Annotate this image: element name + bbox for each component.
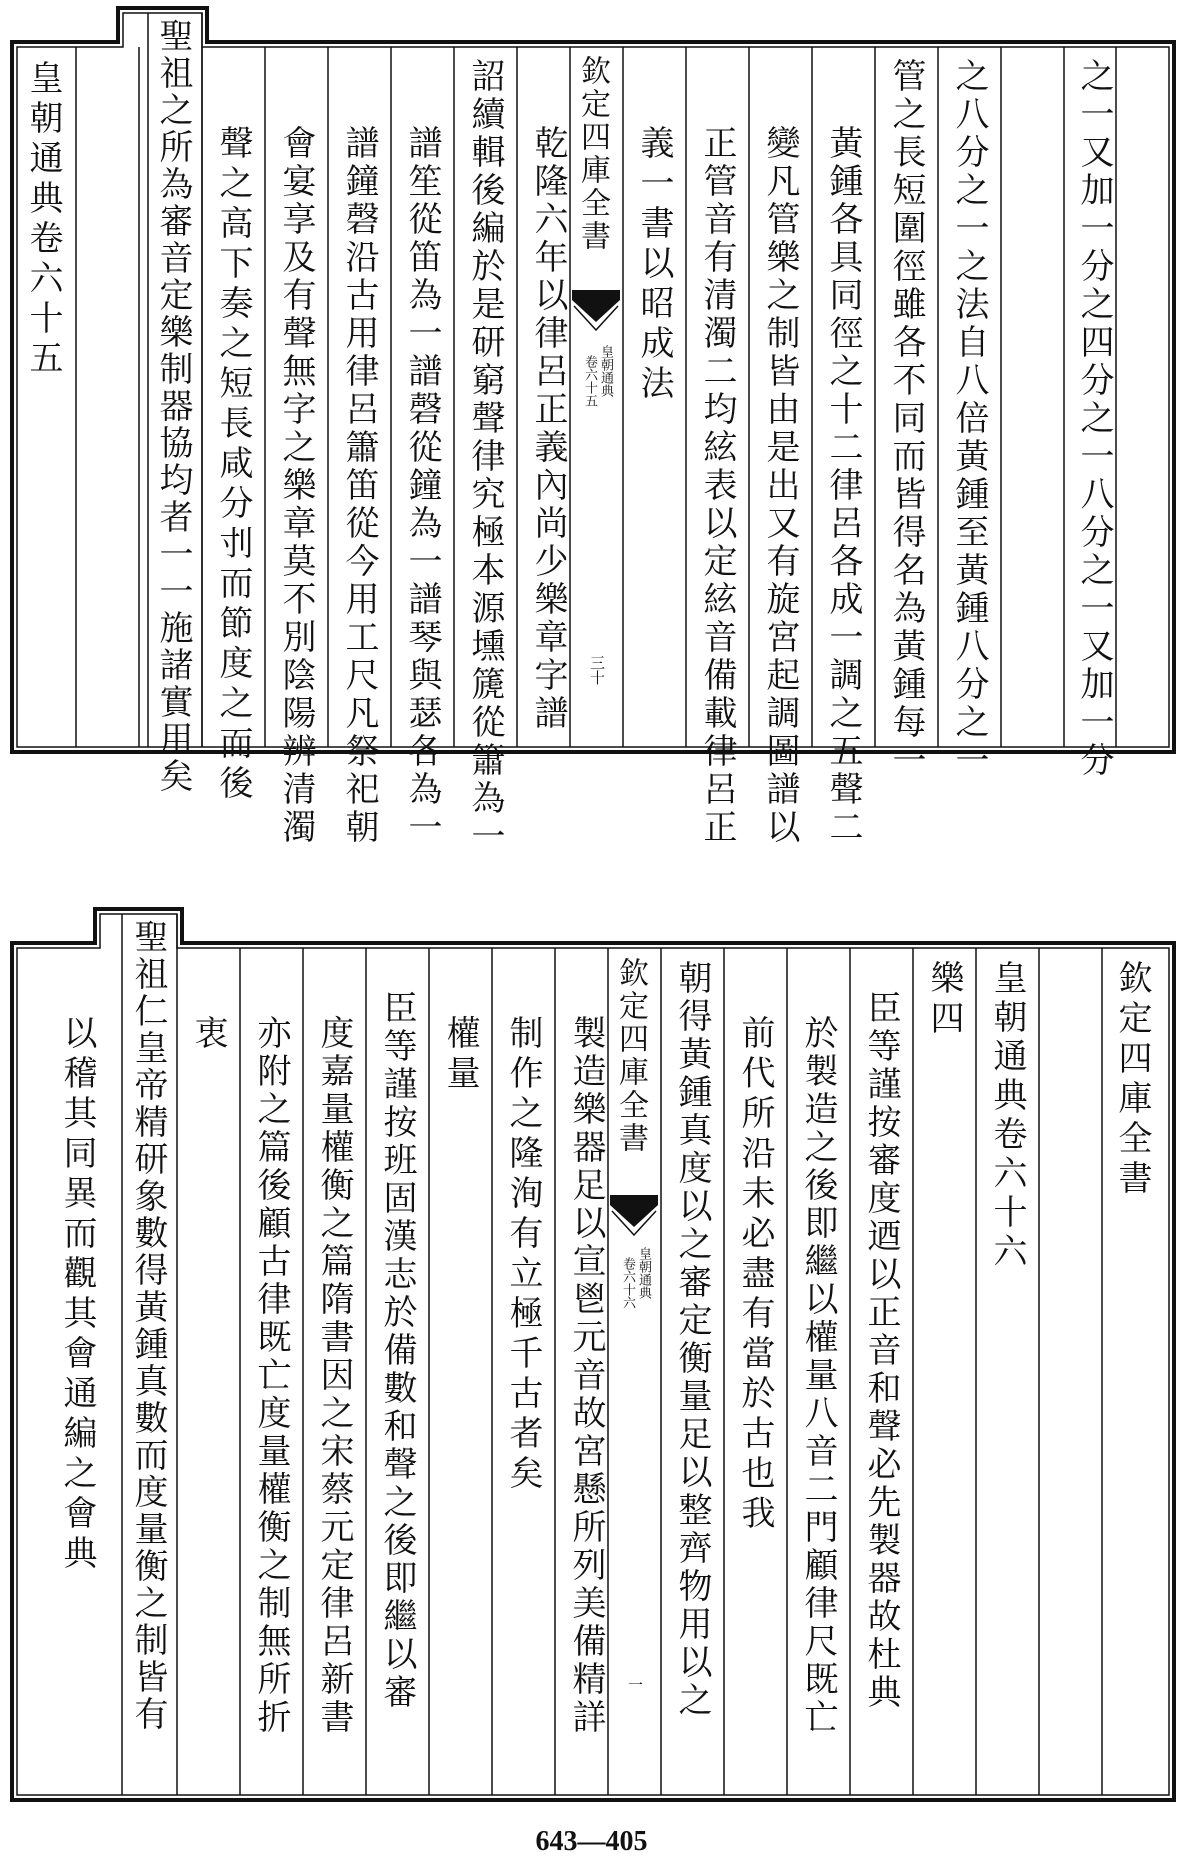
bottom-col-12: 臣等謹按審度迺以正音和聲必先製器故杜典 [861, 990, 901, 1712]
top-col-6: 乾隆六年以律呂正義內尚少樂章字譜 [528, 125, 568, 733]
bottom-col-9: 朝得黃鍾真度以之審定衡量足以整齊物用以之 [672, 960, 712, 1720]
top-col-12: 之八分之一之法自八倍黃鍾至黃鍾八分之一 [949, 58, 989, 780]
top-tab-column: 聖祖之所為審音定樂制器協均者一一施諸實用矣 [153, 18, 193, 795]
top-col-5: 詔續輯後編於是研窮聲律究極本源壎篪從簫為一 [465, 58, 505, 856]
top-center-page-no: 三十 [588, 655, 606, 685]
bottom-col-5: 臣等謹按班固漢志於備數和聲之後即繼以審 [377, 990, 417, 1712]
bottom-center-subtitle-2: 卷六十六 [620, 1257, 635, 1309]
bottom-col-3: 亦附之篇後顧古律既亡度量權衡之制無所折 [251, 1015, 291, 1737]
bottom-col-11: 於製造之後即繼以權量八音二門顧律尺既亡 [798, 1015, 838, 1737]
bottom-col-4: 度嘉量權衡之篇隋書因之宋蔡元定律呂新書 [314, 1015, 354, 1737]
bottom-col-1: 以稽其同異而觀其會通編之會典 [57, 1015, 97, 1575]
top-col-11: 管之長短圍徑雖各不同而皆得名為黃鍾每一 [886, 58, 926, 780]
bottom-col-13: 樂四 [924, 960, 964, 1040]
top-col-13: 之一又加一分之四分之一八分之一又加一分 [1074, 58, 1114, 780]
top-center-column [573, 55, 623, 745]
bottom-center-page-no: 一 [626, 1677, 644, 1692]
top-col-9: 變凡管樂之制皆由是出又有旋宮起調圖譜以 [760, 125, 800, 847]
bottom-center-subtitle-1: 皇朝通典 [636, 1247, 651, 1299]
top-title-column: 皇朝通典卷六十五 [23, 60, 63, 380]
bottom-tab-column: 聖祖仁皇帝精研象數得黃鍾真數而度量衡之制皆有 [128, 919, 168, 1733]
bottom-col-6: 權量 [440, 1015, 480, 1095]
top-center-subtitle-1: 皇朝通典 [598, 345, 613, 397]
top-col-7: 義一書以昭成法 [634, 125, 674, 405]
top-col-8: 正管音有清濁二均絃表以定絃音備載律呂正 [697, 125, 737, 847]
bottom-col-7: 制作之隆洵有立極千古者矣 [503, 1015, 543, 1495]
top-col-4: 譜笙從笛為一譜磬從鐘為一譜琴與瑟各為一 [402, 125, 442, 847]
bottom-col-2: 衷 [188, 1015, 228, 1055]
bottom-center-title: 欽定四庫全書 [613, 957, 648, 1155]
bottom-center-column [611, 957, 661, 1787]
top-col-10: 黃鍾各具同徑之十二律呂各成一調之五聲二 [823, 125, 863, 847]
page-footer-number: 643—405 [535, 1826, 648, 1857]
bottom-col-8: 製造樂器足以宣鬯元音故宮懸所列美備精詳 [566, 1015, 606, 1737]
top-center-title: 欽定四庫全書 [575, 55, 610, 253]
bottom-page [0, 905, 1183, 1810]
top-center-subtitle-2: 卷六十五 [582, 355, 597, 407]
top-col-2: 會宴享及有聲無字之樂章莫不別陰陽辨清濁 [276, 125, 316, 847]
top-col-3: 譜鐘磬沿古用律呂簫笛從今用工尺凡祭祀朝 [339, 125, 379, 847]
top-page [0, 0, 1183, 856]
bottom-col-10: 前代所沿未必盡有當於古也我 [735, 1015, 775, 1535]
bottom-col-15: 欽定四庫全書 [1112, 960, 1152, 1200]
top-col-1: 聲之高下奏之短長咸分刌而節度之而後 [213, 125, 253, 805]
bottom-col-14: 皇朝通典卷六十六 [987, 960, 1027, 1272]
